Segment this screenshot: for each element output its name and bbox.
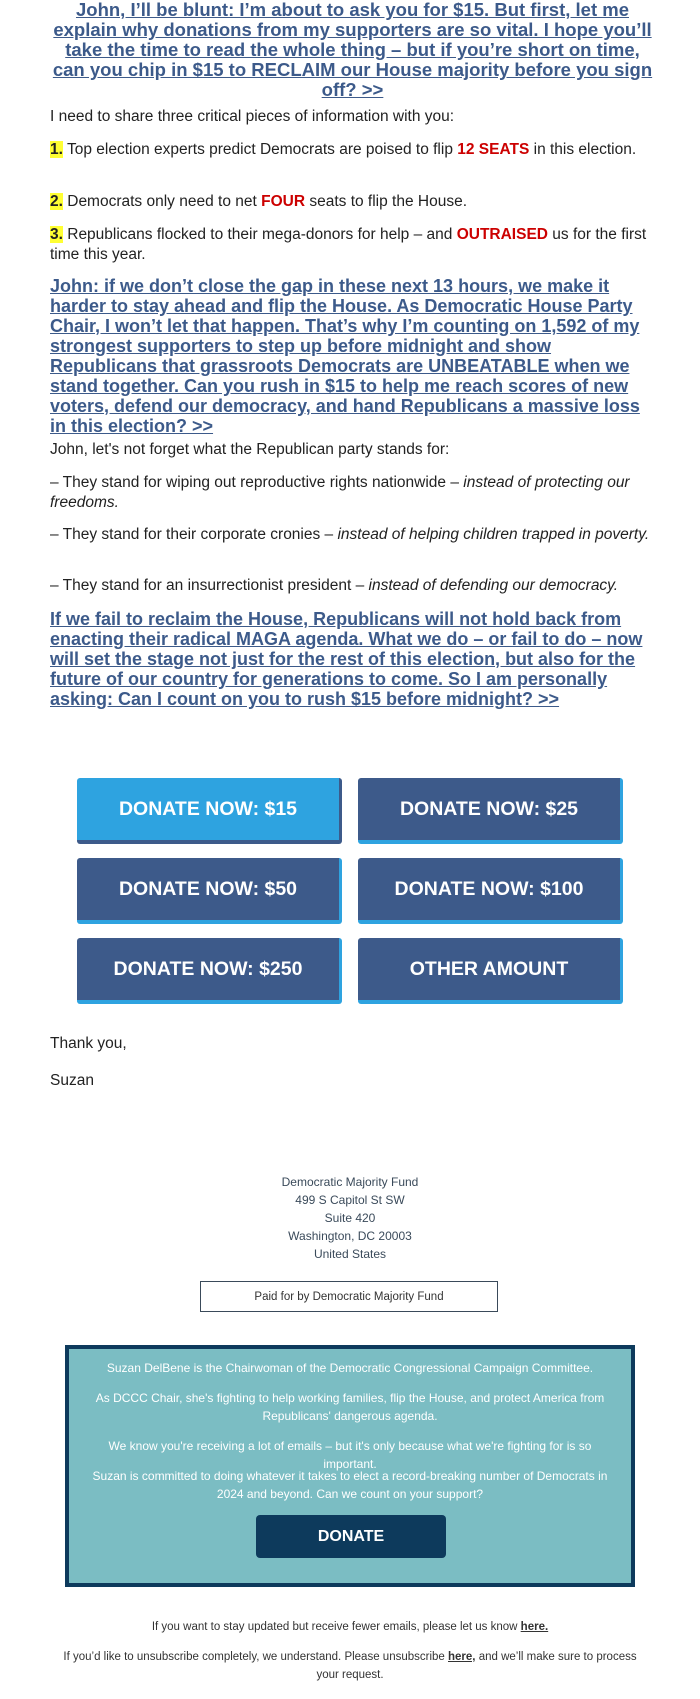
callout-1-link[interactable]: John: if we don’t close the gap in these next 13 hours, we make it harder to stay ahead and flip the House. As Democratic House Party Chair, I won’t let that happen. That’s why I’m counting on 1,592 of my strongest supporters to step up before midnight and show Republicans that grassroots Democrats are UNBEATABLE when we stand together. Can you rush in $15 to help me reach scores of new voters, defend our democracy, and hand Republicans a massive loss in this election? >> bbox=[50, 276, 640, 436]
point-number: 1. bbox=[50, 141, 63, 158]
country: United States bbox=[313, 1247, 387, 1261]
street: 499 S Capitol St SW bbox=[295, 1193, 405, 1207]
intro-donate-link[interactable]: John, I’ll be blunt: I’m about to ask you for $15. But first, let me explain why donations from my supporters are so vital. I hope you’ll take the time to read the whole thing – but if you’re short on time, can you chip in $15 to RECLAIM our House majority before you sign off? >> bbox=[52, 0, 653, 100]
suite: Suite 420 bbox=[324, 1211, 376, 1225]
unsubscribe-link[interactable]: here, bbox=[448, 1651, 476, 1663]
dccc-info-box bbox=[65, 1345, 635, 1587]
point-1 bbox=[50, 140, 655, 160]
point-2 bbox=[50, 192, 655, 212]
point-text: Republicans flocked to their mega-donors for help – and bbox=[62, 226, 457, 243]
stand-italic: instead of defending our democracy. bbox=[368, 577, 619, 594]
thank-you: Thank you, bbox=[50, 1035, 127, 1052]
paid-for-disclaimer: Paid for by Democratic Majority Fund bbox=[200, 1281, 498, 1312]
fewer-emails-note bbox=[0, 1618, 700, 1636]
org-address bbox=[0, 1173, 700, 1263]
point-emphasis: 12 SEATS bbox=[457, 141, 530, 158]
point-text: Top election experts predict Democrats are poised to flip bbox=[62, 141, 458, 158]
donate-250-button[interactable]: DONATE NOW: $250 bbox=[77, 938, 342, 1004]
city-state-zip: Washington, DC 20003 bbox=[288, 1229, 412, 1243]
stands-intro: John, let's not forget what the Republican party stands for: bbox=[50, 441, 450, 458]
org-name: Democratic Majority Fund bbox=[281, 1175, 419, 1189]
donate-100-button[interactable]: DONATE NOW: $100 bbox=[358, 858, 623, 924]
fewer-emails-link[interactable]: here. bbox=[520, 1621, 549, 1633]
unsubscribe-note bbox=[60, 1648, 640, 1684]
point-text: seats to flip the House. bbox=[305, 193, 468, 210]
callout-1 bbox=[50, 276, 655, 436]
callout-2-link[interactable]: If we fail to reclaim the House, Republicans will not hold back from enacting their radical MAGA agenda. What we do – or fail to do – now will set the stage not just for the rest of this election, but also for the future of our country for generations to come. So I am personally asking: Can I count on you to rush $15 before midnight? >> bbox=[50, 609, 643, 709]
stand-item-3 bbox=[50, 576, 655, 596]
unsubscribe-text: If you’d like to unsubscribe completely, we understand. Please unsubscribe bbox=[63, 1651, 449, 1663]
donate-50-button[interactable]: DONATE NOW: $50 bbox=[77, 858, 342, 924]
point-text: Democrats only need to net bbox=[62, 193, 262, 210]
intro-paragraph bbox=[50, 0, 655, 100]
info-line: As DCCC Chair, she's fighting to help working families, flip the House, and protect America from Republicans' dangerous agenda. bbox=[95, 1391, 605, 1423]
info-line: Suzan DelBene is the Chairwoman of the Democratic Congressional Campaign Committee. bbox=[106, 1361, 594, 1375]
stand-text: – They stand for their corporate cronies – bbox=[50, 526, 338, 543]
fewer-emails-text: If you want to stay updated but receive fewer emails, please let us know bbox=[151, 1621, 521, 1633]
stand-item-1 bbox=[50, 473, 655, 513]
point-text: us for the first time this year. bbox=[50, 226, 647, 263]
point-3 bbox=[50, 225, 655, 265]
point-number: 3. bbox=[50, 226, 63, 243]
point-emphasis: FOUR bbox=[261, 193, 306, 210]
stand-italic: instead of protecting our freedoms. bbox=[50, 474, 630, 511]
info-line: We know you're receiving a lot of emails – but it's only because what we're fighting for is so important. bbox=[108, 1439, 592, 1471]
stand-italic: instead of helping children trapped in poverty. bbox=[337, 526, 650, 543]
stand-text: – They stand for an insurrectionist president – bbox=[50, 577, 369, 594]
signature: Suzan bbox=[50, 1072, 94, 1089]
stand-text: – They stand for wiping out reproductive rights nationwide – bbox=[50, 474, 464, 491]
donate-15-button[interactable]: DONATE NOW: $15 bbox=[77, 778, 342, 844]
point-emphasis: OUTRAISED bbox=[456, 226, 548, 243]
point-text: in this election. bbox=[529, 141, 637, 158]
info-line: Suzan is committed to doing whatever it takes to elect a record-breaking number of Democrats in 2024 and beyond. Can we count on your support? bbox=[92, 1469, 608, 1501]
other-amount-button[interactable]: OTHER AMOUNT bbox=[358, 938, 623, 1004]
callout-2 bbox=[50, 609, 655, 709]
donate-25-button[interactable]: DONATE NOW: $25 bbox=[358, 778, 623, 844]
share-line: I need to share three critical pieces of information with you: bbox=[50, 108, 455, 125]
stand-item-2 bbox=[50, 525, 655, 545]
donate-button[interactable]: DONATE bbox=[256, 1515, 446, 1558]
unsubscribe-text: and we’ll make sure to process your request. bbox=[316, 1651, 637, 1681]
point-number: 2. bbox=[50, 193, 63, 210]
